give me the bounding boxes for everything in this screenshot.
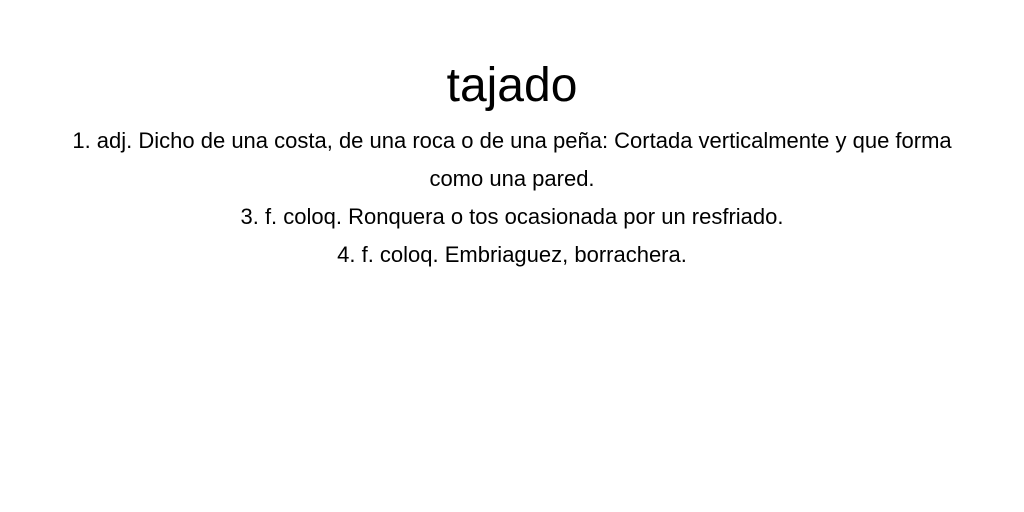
definition-list	[62, 122, 962, 274]
definition-3: 3. f. coloq. Ronquera o tos ocasionada por un resfriado.	[240, 204, 784, 229]
definition-4: 4. f. coloq. Embriaguez, borrachera.	[337, 242, 687, 267]
definition-1: 1. adj. Dicho de una costa, de una roca o de una peña: Cortada verticalmente y que forma como una pared.	[72, 128, 952, 191]
headword: tajado	[446, 59, 578, 112]
